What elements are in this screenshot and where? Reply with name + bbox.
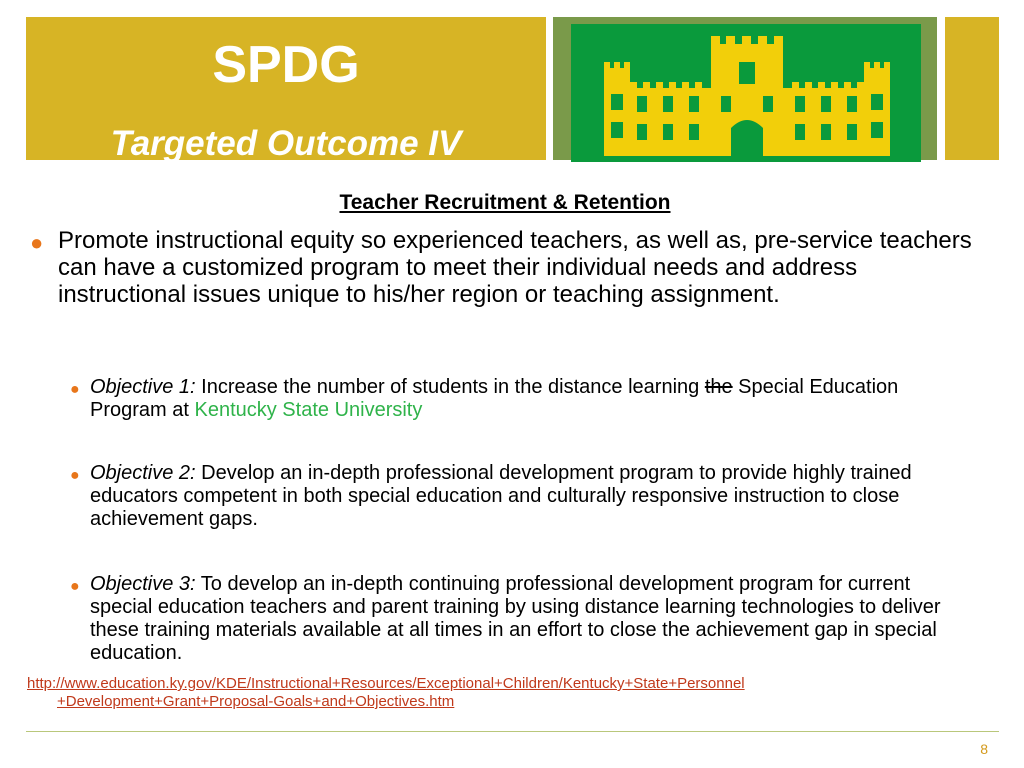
- objective-2-label: Objective 2:: [90, 462, 196, 484]
- source-link-line2[interactable]: +Development+Grant+Proposal-Goals+and+Objectives.htm: [57, 693, 455, 710]
- objective-3: [70, 573, 970, 665]
- objective-1: [70, 376, 970, 422]
- main-bullet-text: Promote instructional equity so experienced teachers, as well as, pre-service teachers can have a customized program to meet their individual needs and address instructional issues unique to his/her region or teaching assignment.: [58, 227, 972, 308]
- objective-1-university: Kentucky State University: [194, 399, 423, 421]
- objective-3-text: To develop an in-depth continuing professional development program for current special education teachers and parent training by using distance learning technologies to deliver these training materials available at all times in an effort to close the achievement gap in special education.: [90, 573, 941, 664]
- slide-title: SPDG: [212, 36, 360, 94]
- page-number: 8: [980, 741, 988, 757]
- objective-2-text: Develop an in-depth professional development program to provide highly trained educators competent in both special education and culturally responsive instruction to close achievement gaps.: [90, 462, 912, 530]
- slide-subtitle: Targeted Outcome IV: [110, 124, 462, 163]
- footer-divider: [26, 731, 999, 732]
- objective-3-label: Objective 3:: [90, 573, 196, 595]
- objective-1-text-after: Special Education Program at: [90, 376, 899, 421]
- section-heading: Teacher Recruitment & Retention: [339, 191, 671, 214]
- objective-1-label: Objective 1:: [90, 376, 196, 398]
- title-banner: [26, 17, 546, 163]
- objective-1-struck-word: the: [704, 376, 733, 398]
- castle-icon: [571, 24, 921, 162]
- objective-2: [70, 462, 970, 531]
- objective-1-text: Increase the number of students in the distance learning: [195, 376, 705, 398]
- bullet-icon: ●: [70, 381, 80, 398]
- bullet-icon: ●: [70, 578, 80, 595]
- main-bullet: [30, 227, 990, 308]
- header-accent-block: [945, 17, 999, 160]
- source-link-line1[interactable]: http://www.education.ky.gov/KDE/Instructional+Resources/Exceptional+Children/Kentucky+State+Personnel: [27, 675, 745, 692]
- bullet-icon: ●: [30, 230, 44, 255]
- bullet-icon: ●: [70, 467, 80, 484]
- source-link[interactable]: [27, 675, 987, 711]
